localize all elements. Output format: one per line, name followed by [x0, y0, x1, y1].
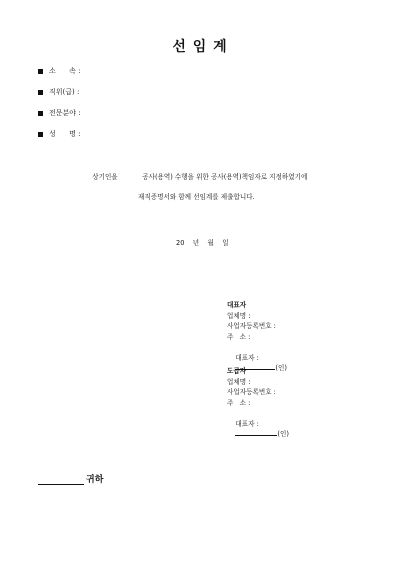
contractor-rep-label: 대표자 :: [235, 419, 259, 428]
seal-mark: (인): [277, 430, 289, 438]
addressee-line: [38, 472, 103, 485]
field-label: 성 명 :: [49, 130, 81, 138]
signature-blank: [235, 429, 277, 436]
square-bullet-icon: [38, 69, 43, 74]
field-label: 전문분야 :: [49, 109, 81, 117]
addressee-suffix: 귀하: [86, 475, 104, 485]
statement-line-1: 공사(용역) 수행을 위한 공사(용역)책임자로 지정하였기에: [142, 173, 308, 181]
seal-mark: (인): [275, 364, 287, 372]
contractor-block: [227, 366, 289, 450]
square-bullet-icon: [38, 90, 43, 95]
principal-address-label: 주 소 :: [227, 332, 251, 341]
document-title: 선 임 계: [172, 39, 228, 55]
square-bullet-icon: [38, 132, 43, 137]
contractor-company-label: 업체명 :: [227, 377, 251, 386]
principal-rep-label: 대표자 :: [235, 353, 259, 362]
statement-line-2: 재직증명서와 함께 선임계를 제출합니다.: [138, 193, 255, 201]
square-bullet-icon: [38, 111, 43, 116]
statement-lead: 상기인을: [92, 173, 118, 181]
field-label: 소 속 :: [49, 67, 81, 75]
field-specialty: [38, 108, 81, 118]
principal-reg-label: 사업자등록번호 :: [227, 322, 276, 330]
field-affiliation: [38, 66, 80, 76]
contractor-rep-line: [227, 408, 289, 450]
contractor-address-label: 주 소 :: [227, 398, 251, 407]
addressee-blank: [38, 475, 84, 485]
field-name: [38, 129, 80, 139]
contractor-reg-label: 사업자등록번호 :: [227, 388, 276, 396]
field-label: 직위(급) :: [49, 88, 80, 96]
statement-paragraph: [88, 162, 307, 212]
field-position: [38, 87, 79, 97]
principal-company-label: 업체명 :: [227, 311, 251, 320]
contractor-heading: 도급자: [227, 367, 247, 375]
principal-heading: 대표자: [227, 301, 247, 309]
date-line: 20 년 월 일: [176, 239, 229, 247]
